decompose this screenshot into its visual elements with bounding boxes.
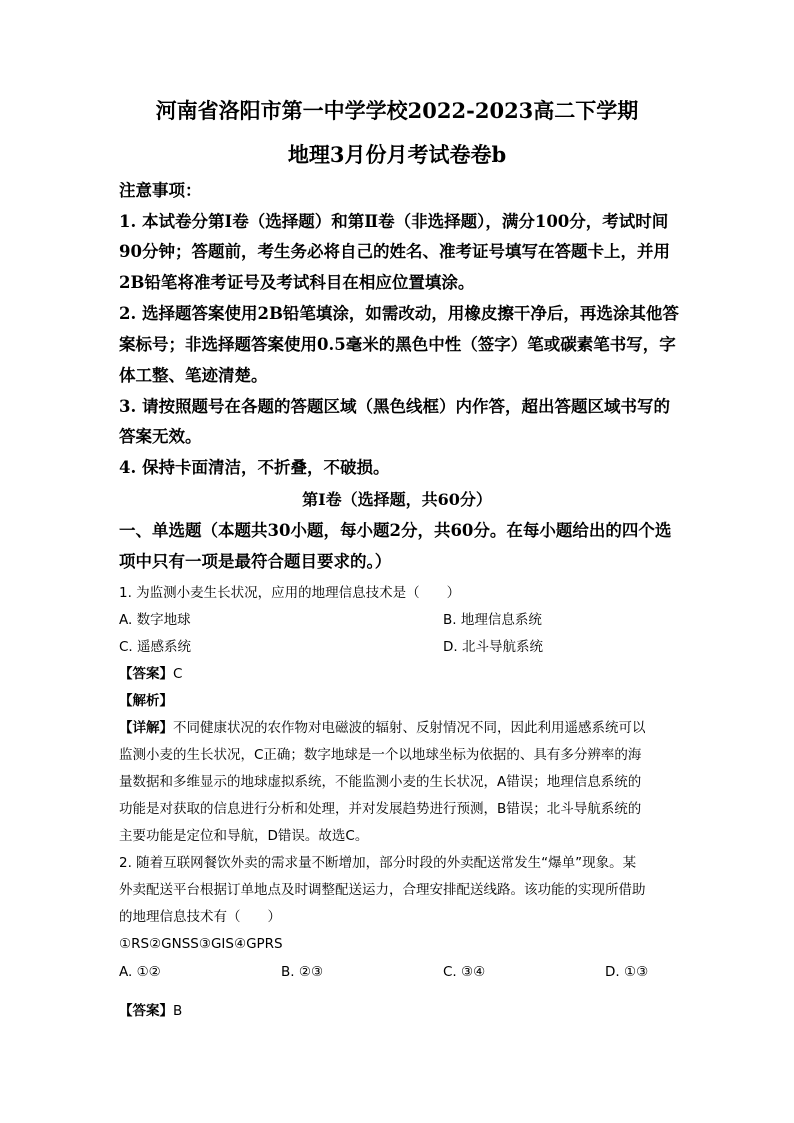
- question-2-stem: 外卖配送平台根据订单地点及时调整配送运力，合理安排配送线路。该功能的实现所借助: [119, 882, 646, 898]
- notice-line: 1. 本试卷分第Ⅰ卷（选择题）和第Ⅱ卷（非选择题），满分100分，考试时间: [119, 212, 669, 231]
- section-instructions: 一、单选题（本题共30小题，每小题2分，共60分。在每小题给出的四个选: [119, 521, 672, 540]
- q1-detail-line: 功能是对获取的信息进行分析和处理，并对发展趋势进行预测，B错误；北斗导航系统的: [119, 801, 642, 817]
- q2-option-d: D. ①③: [605, 964, 649, 980]
- notice-line: 案标号；非选择题答案使用0.5毫米的黑色中性（签字）笔或碳素笔书写，字: [119, 335, 676, 354]
- notice-heading: 注意事项：: [119, 181, 202, 200]
- analysis-tag: 【解析】: [119, 693, 173, 709]
- notice-line: 4. 保持卡面清洁，不折叠，不破损。: [119, 458, 390, 477]
- notice-line: 2B铅笔将准考证号及考试科目在相应位置填涂。: [119, 273, 475, 292]
- q2-items: ①RS②GNSS③GIS④GPRS: [119, 936, 283, 952]
- q1-detail-line: 量数据和多维显示的地球虚拟系统，不能监测小麦的生长状况，A错误；地理信息系统的: [119, 774, 642, 790]
- q1-answer: [119, 663, 182, 685]
- q2-option-b: B. ②③: [281, 964, 324, 980]
- q1-option-b: B. 地理信息系统: [443, 612, 542, 628]
- q2-option-c: C. ③④: [443, 964, 486, 980]
- detail-text: 不同健康状况的农作物对电磁波的辐射、反射情况不同，因此利用遥感系统可以: [173, 720, 646, 736]
- question-2-stem: 2. 随着互联网餐饮外卖的需求量不断增加，部分时段的外卖配送常发生“爆单”现象。某: [119, 855, 637, 871]
- page-subtitle: 地理3月份月考试卷卷b: [287, 142, 507, 167]
- notice-line: 体工整、笔迹清楚。: [119, 366, 268, 385]
- q1-option-a: A. 数字地球: [119, 612, 191, 628]
- q1-detail-line: 主要功能是定位和导航，D错误。故选C。: [119, 828, 369, 844]
- q1-option-d: D. 北斗导航系统: [443, 639, 543, 655]
- section-title: 第Ⅰ卷（选择题，共60分）: [302, 490, 492, 509]
- q2-answer: [119, 1000, 182, 1022]
- notice-line: 答案无效。: [119, 427, 202, 446]
- q1-option-c: C. 遥感系统: [119, 639, 192, 655]
- section-instructions: 项中只有一项是最符合题目要求的。）: [119, 552, 392, 571]
- q1-detail-line: 监测小麦的生长状况，C正确；数字地球是一个以地球坐标为依据的、具有多分辨率的海: [119, 747, 642, 763]
- notice-line: 3. 请按照题号在各题的答题区域（黑色线框）内作答，超出答题区域书写的: [119, 397, 670, 416]
- answer-tag: 【答案】: [119, 666, 173, 682]
- answer-value: B: [173, 1003, 183, 1019]
- question-2-stem: 的地理信息技术有（ ）: [119, 909, 281, 925]
- question-1-stem: 1. 为监测小麦生长状况，应用的地理信息技术是（ ）: [119, 585, 461, 601]
- page-title: 河南省洛阳市第一中学学校2022-2023高二下学期: [155, 98, 639, 123]
- notice-line: 90分钟；答题前，考生务必将自己的姓名、准考证号填写在答题卡上，并用: [119, 242, 670, 261]
- q1-analysis-tag: [119, 690, 173, 712]
- answer-tag: 【答案】: [119, 1003, 173, 1019]
- detail-tag: 【详解】: [119, 720, 173, 736]
- q1-detail: [119, 717, 646, 739]
- notice-line: 2. 选择题答案使用2B铅笔填涂，如需改动，用橡皮擦干净后，再选涂其他答: [119, 304, 679, 323]
- q2-option-a: A. ①②: [119, 964, 161, 980]
- answer-value: C: [173, 666, 183, 682]
